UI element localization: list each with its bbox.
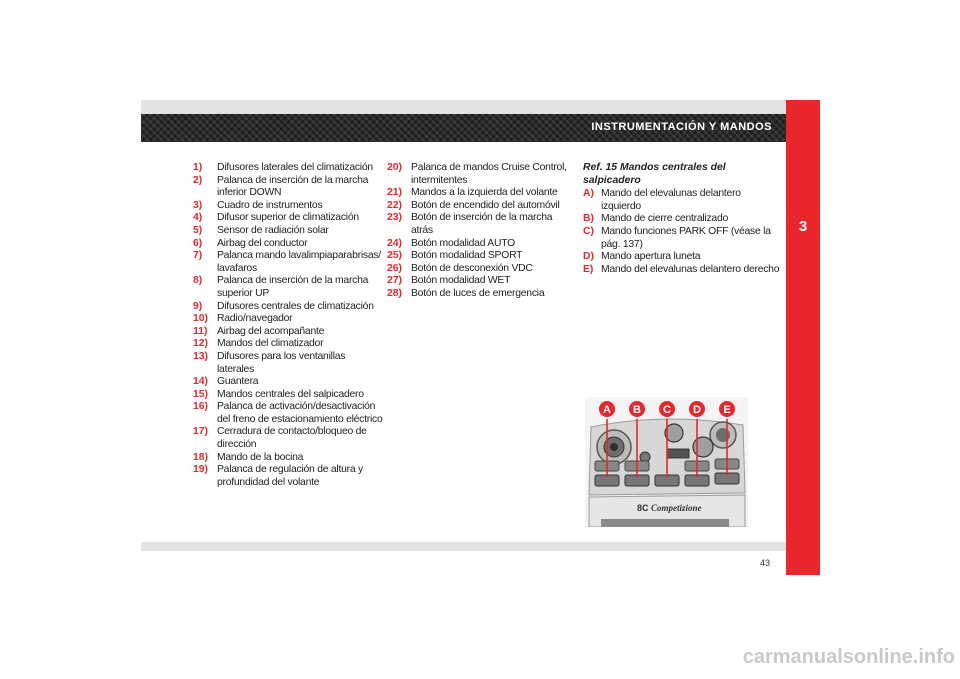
legend-column-3 — [583, 162, 783, 276]
item-text: Botón de luces de emergencia — [411, 287, 545, 299]
item-number: 16) — [193, 401, 209, 413]
item-text: Mando de la bocina — [217, 451, 304, 463]
item-number: 14) — [193, 376, 209, 388]
item-number: 11) — [193, 325, 208, 337]
legend-item — [387, 250, 567, 263]
item-text: Palanca de inserción de la marcha superior UP — [217, 275, 369, 299]
svg-text:A: A — [603, 404, 611, 416]
legend-item — [193, 452, 383, 465]
item-letter: B) — [583, 213, 594, 225]
item-number: 22) — [387, 199, 403, 211]
legend-item — [583, 226, 783, 251]
dashboard-controls-photo — [585, 397, 748, 527]
legend-item — [387, 200, 567, 213]
item-number: 1) — [193, 162, 203, 173]
legend-item — [193, 212, 383, 225]
competizione-script: Competizione — [651, 503, 702, 513]
legend-item — [583, 188, 783, 213]
chapter-tab — [786, 100, 820, 575]
item-number: 28) — [387, 287, 403, 299]
chapter-number: 3 — [798, 218, 808, 235]
callout-a — [599, 401, 615, 417]
legend-column-1 — [193, 162, 383, 489]
item-text: Airbag del acompañante — [217, 325, 325, 337]
legend-item — [193, 238, 383, 251]
legend-item — [583, 213, 783, 226]
callout-e — [719, 401, 735, 417]
item-letter: A) — [583, 188, 594, 200]
item-text: Mando apertura luneta — [601, 251, 701, 263]
legend-item — [387, 238, 567, 251]
page-number: 43 — [759, 558, 770, 568]
item-text: Palanca de activación/desactivación del freno de estacionamiento eléctrico — [217, 401, 383, 425]
reference-title: Ref. 15 Mandos centrales del salpicadero — [583, 162, 726, 186]
item-number: 19) — [193, 464, 209, 476]
item-text: Airbag del conductor — [217, 237, 308, 249]
section-header-band — [141, 114, 786, 142]
item-text: Difusores para los ventanillas laterales — [217, 350, 346, 375]
svg-text:D: D — [693, 404, 701, 416]
item-text: Sensor de radiación solar — [217, 224, 329, 236]
item-number: 23) — [387, 212, 403, 224]
bottom-gray-bar — [141, 542, 786, 551]
legend-item — [193, 338, 383, 351]
item-text: Cuadro de instrumentos — [217, 199, 323, 211]
item-number: 9) — [193, 300, 203, 312]
item-text: Mandos a la izquierda del volante — [411, 187, 558, 199]
legend-item — [193, 175, 383, 200]
item-text: Palanca mando lavalimpiaparabrisas/ lavafaros — [217, 250, 381, 274]
item-number: 8) — [193, 275, 203, 287]
item-text: Botón modalidad SPORT — [411, 250, 523, 262]
legend-item — [193, 426, 383, 451]
legend-item — [387, 288, 567, 301]
item-text: Mandos del climatizador — [217, 338, 324, 350]
legend-item — [193, 162, 383, 175]
legend-item — [193, 301, 383, 314]
item-text: Mando del elevalunas delantero izquierdo — [601, 188, 741, 212]
legend-item — [583, 264, 783, 277]
legend-item — [193, 250, 383, 275]
item-number: 27) — [387, 275, 403, 287]
item-text: Radio/navegador — [217, 313, 293, 325]
item-number: 21) — [387, 187, 403, 199]
item-text: Difusores laterales del climatización — [217, 162, 373, 173]
legend-item — [193, 313, 383, 326]
item-number: 15) — [193, 388, 209, 400]
legend-item — [193, 464, 383, 489]
legend-item — [387, 187, 567, 200]
item-number: 10) — [193, 313, 209, 325]
item-number: 6) — [193, 237, 203, 249]
item-text: Palanca de inserción de la marcha inferior DOWN — [217, 174, 369, 199]
item-number: 4) — [193, 212, 203, 224]
item-text: Botón de desconexión VDC — [411, 262, 533, 274]
legend-item — [193, 326, 383, 339]
legend-item — [193, 225, 383, 238]
legend-item — [193, 200, 383, 213]
item-text: Botón de inserción de la marcha atrás — [411, 212, 553, 236]
item-text: Cerradura de contacto/bloqueo de dirección — [217, 426, 367, 451]
legend-item — [583, 251, 783, 264]
item-number: 24) — [387, 237, 403, 249]
item-number: 17) — [193, 426, 209, 438]
item-text: Palanca de mandos Cruise Control, intermitentes — [411, 162, 567, 186]
legend-column-2 — [387, 162, 567, 301]
watermark: carmanualsonline.info — [742, 646, 955, 668]
item-number: 26) — [387, 262, 403, 274]
item-text: Botón modalidad AUTO — [411, 237, 515, 249]
top-gray-bar — [141, 100, 786, 114]
climate-knob-right — [693, 437, 713, 457]
item-number: 7) — [193, 250, 203, 262]
legend-item — [193, 401, 383, 426]
item-number: 18) — [193, 451, 209, 463]
item-number: 25) — [387, 250, 403, 262]
item-number: 12) — [193, 338, 209, 350]
svg-text:B: B — [633, 404, 641, 416]
item-text: Mandos centrales del salpicadero — [217, 388, 364, 400]
item-text: Botón modalidad WET — [411, 275, 511, 287]
item-number: 5) — [193, 224, 203, 236]
item-text: Difusor superior de climatización — [217, 212, 359, 224]
item-text: Palanca de regulación de altura y profundidad del volante — [217, 464, 363, 488]
item-text: Guantera — [217, 376, 259, 388]
svg-text:E: E — [723, 404, 731, 416]
item-text: Difusores centrales de climatización — [217, 300, 374, 312]
legend-item — [193, 275, 383, 300]
item-letter: C) — [583, 225, 594, 237]
item-text: Mando funciones PARK OFF (véase la pág. 137) — [601, 225, 771, 250]
legend-item — [193, 389, 383, 402]
item-number: 2) — [193, 174, 203, 186]
callout-d — [689, 401, 705, 417]
item-number: 13) — [193, 350, 209, 362]
item-number: 20) — [387, 162, 403, 173]
item-number: 3) — [193, 199, 203, 211]
legend-item — [193, 376, 383, 389]
item-letter: E) — [583, 263, 594, 275]
svg-text:C: C — [663, 404, 671, 416]
callout-b — [629, 401, 645, 417]
callout-c — [659, 401, 675, 417]
item-text: Mando del elevalunas delantero derecho — [601, 263, 780, 275]
legend-item — [387, 263, 567, 276]
badge-8c: 8C — [637, 503, 649, 513]
legend-item — [193, 351, 383, 376]
dashboard-illustration — [585, 397, 748, 527]
legend-item — [387, 162, 567, 187]
legend-item — [387, 275, 567, 288]
item-letter: D) — [583, 251, 594, 263]
item-text: Mando de cierre centralizado — [601, 213, 728, 225]
section-title: INSTRUMENTACIÓN Y MANDOS — [591, 121, 772, 133]
legend-item — [387, 212, 567, 237]
item-text: Botón de encendido del automóvil — [411, 199, 560, 211]
